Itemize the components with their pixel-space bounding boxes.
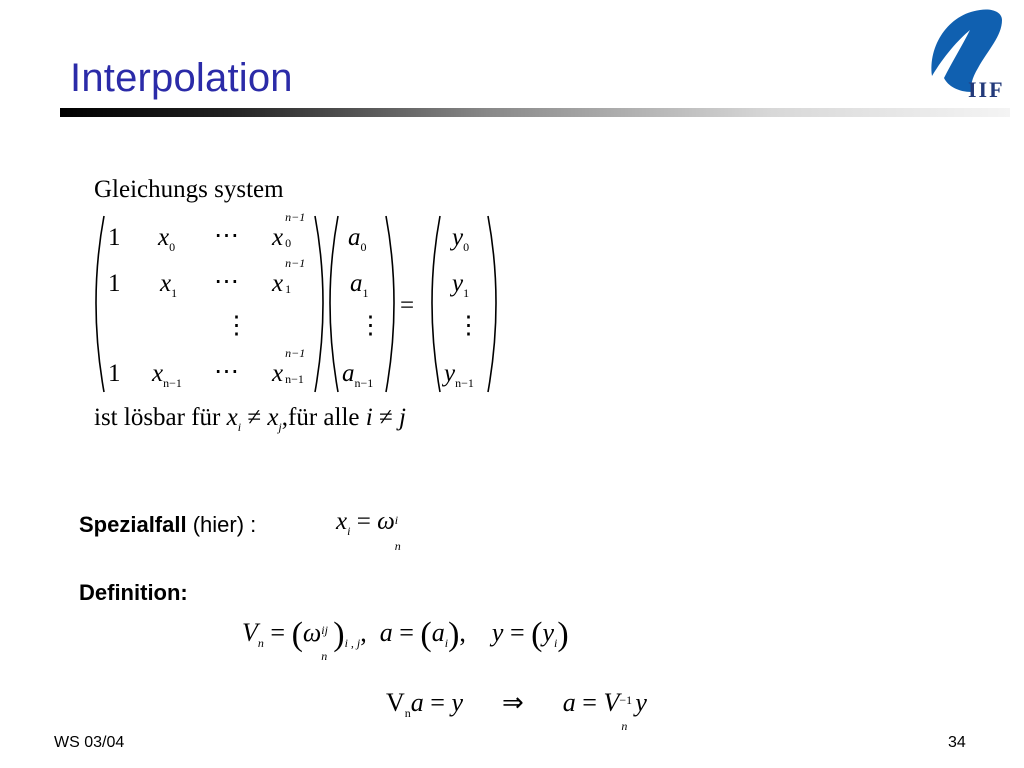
matrix-cell-x: $x_1$: [160, 270, 178, 300]
vector-a-entry: $a_0$: [348, 224, 367, 254]
definition-formula: $V_n = (\omega$ ij n )$_{i , j}$, $a = (a_i)$, $y = (y_i)$: [242, 616, 569, 663]
matrix-cell-vdots: ⋮: [224, 312, 249, 339]
matrix-cell-cdots: ⋯: [214, 358, 239, 385]
vector-y-right-paren: [488, 216, 496, 392]
special-case-label: Spezialfall (hier) :: [79, 512, 257, 537]
vector-a-entry: $a_1$: [350, 270, 369, 300]
matrix-cell-x: $x_{n-1}$: [152, 360, 182, 390]
matrix-cell-x-power: x n−1 0: [272, 210, 306, 251]
vector-y-entry: $y_0$: [452, 224, 470, 254]
footer-semester: WS 03/04: [54, 734, 125, 751]
special-case-formula: $x_i = \omega$ i n: [336, 508, 401, 553]
vector-a-vdots: ⋮: [358, 312, 383, 339]
slide-title: Interpolation: [70, 56, 293, 100]
matrix-cell-x-power: x n−1 n−1: [272, 346, 306, 387]
vector-a-entry: $a_{n-1}$: [342, 360, 374, 390]
vector-y-entry: $y_{n-1}$: [444, 360, 474, 390]
implies-arrow: ⇒: [502, 688, 524, 717]
matrix-cell-one: 1: [108, 224, 121, 251]
matrix-cell-x: $x_0$: [158, 224, 176, 254]
vector-y-left-paren: [432, 216, 440, 392]
equals-sign: =: [400, 292, 415, 319]
vector-y-entry: $y_1$: [452, 270, 470, 300]
matrix-cell-cdots: ⋯: [214, 222, 239, 249]
matrix-cell-one: 1: [108, 360, 121, 387]
vector-y-vdots: ⋮: [456, 312, 481, 339]
matrix-cell-one: 1: [108, 270, 121, 297]
logo-text: IIF: [968, 77, 1005, 102]
system-label: Gleichungs system: [94, 176, 284, 203]
vector-a-right-paren: [386, 216, 394, 392]
solvability-condition: ist lösbar für $x_i$ ≠ $x_j,für$ alle i ≠ j: [94, 404, 406, 434]
vandermonde-equation: $V_na = y$ ⇒ a = V −1 n y: [386, 688, 647, 733]
vector-a-left-paren: [330, 216, 338, 392]
definition-label: Definition:: [79, 580, 188, 605]
matrix-right-paren: [315, 216, 323, 392]
matrix-cell-cdots: ⋯: [214, 268, 239, 295]
matrix-left-paren: [96, 216, 104, 392]
page-number: 34: [948, 734, 966, 751]
matrix-cell-x-power: x n−1 1: [272, 256, 306, 297]
